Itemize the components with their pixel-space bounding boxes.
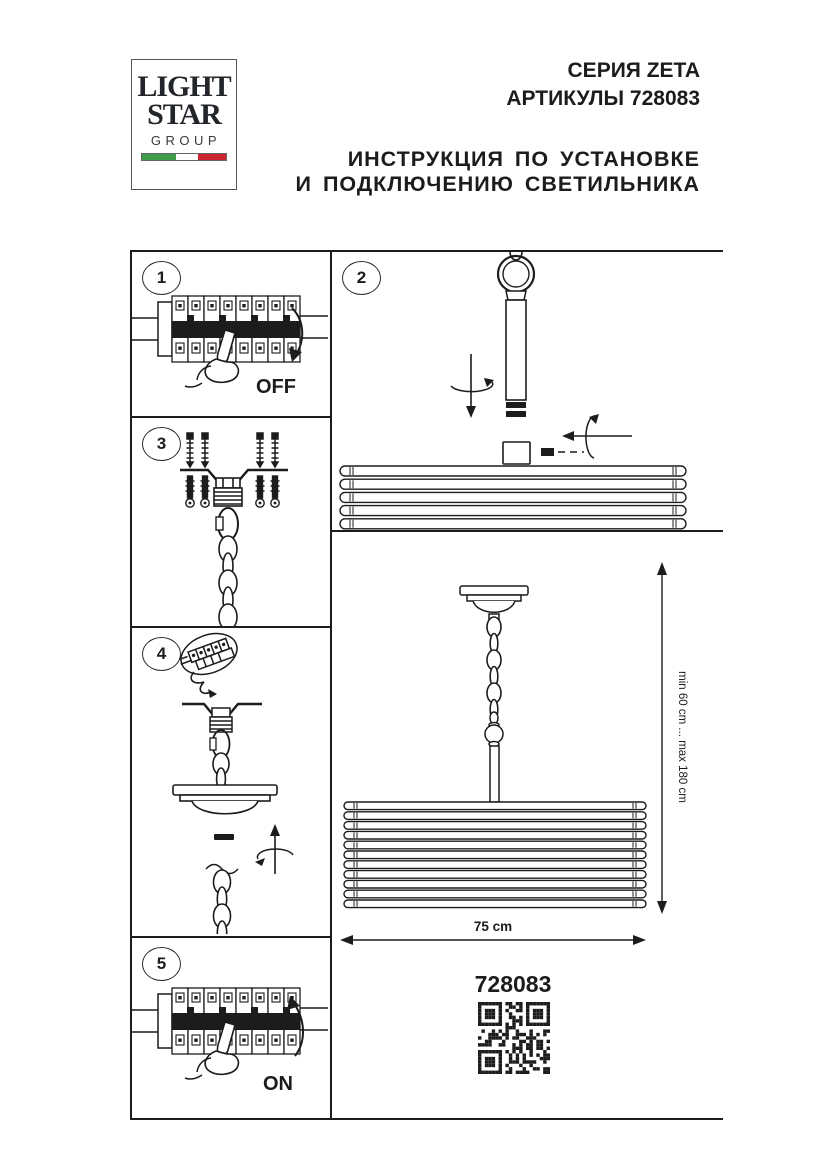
set-screw-bar	[214, 834, 234, 840]
document-header	[296, 57, 700, 197]
circuit-breaker-drawing	[132, 296, 328, 387]
height-dimension	[657, 562, 688, 914]
threaded-nipple	[214, 478, 242, 506]
chain	[219, 536, 237, 626]
chain	[487, 617, 501, 720]
pendant-lamp-diagram	[332, 532, 721, 1116]
step-2-badge: 2	[342, 261, 381, 295]
italian-flag-bar	[141, 153, 227, 161]
instruction-title-line2: И ПОДКЛЮЧЕНИЮ СВЕТИЛЬНИКА	[295, 172, 700, 196]
step-2-panel	[332, 252, 723, 532]
series-title: СЕРИЯ ZETA	[567, 59, 700, 82]
rod-assembly-illustration	[332, 252, 721, 530]
chain	[214, 870, 231, 934]
article-title: АРТИКУЛЫ 728083	[506, 87, 700, 110]
instruction-grid	[130, 250, 723, 1120]
step-4-panel	[132, 628, 332, 938]
width-dimension-label: 75 cm	[473, 919, 513, 934]
ceiling-canopy	[173, 785, 277, 814]
terminal-block-inset	[173, 628, 242, 698]
logo-word-star: STAR	[147, 97, 221, 131]
logo-word-light: LIGHT	[137, 70, 231, 103]
wire-connect-illustration	[132, 628, 328, 934]
shade-slats	[340, 466, 686, 529]
step-5-panel	[132, 938, 332, 1118]
qr-code	[478, 1002, 550, 1074]
step-1-panel	[132, 252, 332, 418]
logo-word-group: GROUP	[150, 132, 222, 148]
off-label: OFF	[256, 376, 296, 398]
step-3-badge: 3	[142, 427, 181, 461]
rotate-arrow-icon	[255, 824, 293, 874]
carabiner-link	[216, 508, 238, 540]
rod-socket	[503, 442, 530, 464]
step-3-panel	[132, 418, 332, 628]
lightstar-logo	[131, 59, 237, 190]
width-dimension	[340, 919, 646, 945]
step-4-badge: 4	[142, 637, 181, 671]
rotate-arrow-icon	[451, 354, 494, 418]
circuit-breaker-drawing	[132, 988, 328, 1079]
step-1-badge: 1	[142, 261, 181, 295]
threaded-nipple	[210, 708, 232, 732]
ceiling-canopy	[460, 586, 528, 620]
dimension-diagram-panel	[332, 532, 723, 1118]
decorative-ball	[485, 712, 503, 747]
grub-screw	[541, 448, 584, 456]
step-5-badge: 5	[142, 947, 181, 981]
article-number: 728083	[474, 971, 552, 997]
instruction-title-line1: ИНСТРУКЦИЯ ПО УСТАНОВКЕ	[347, 147, 700, 171]
hanging-rod	[498, 256, 534, 417]
shade-slats	[344, 802, 646, 908]
on-label: ON	[263, 1073, 293, 1095]
lamp-rod	[490, 746, 499, 802]
height-dimension-label: min 60 cm ... max 180 cm	[676, 671, 688, 803]
